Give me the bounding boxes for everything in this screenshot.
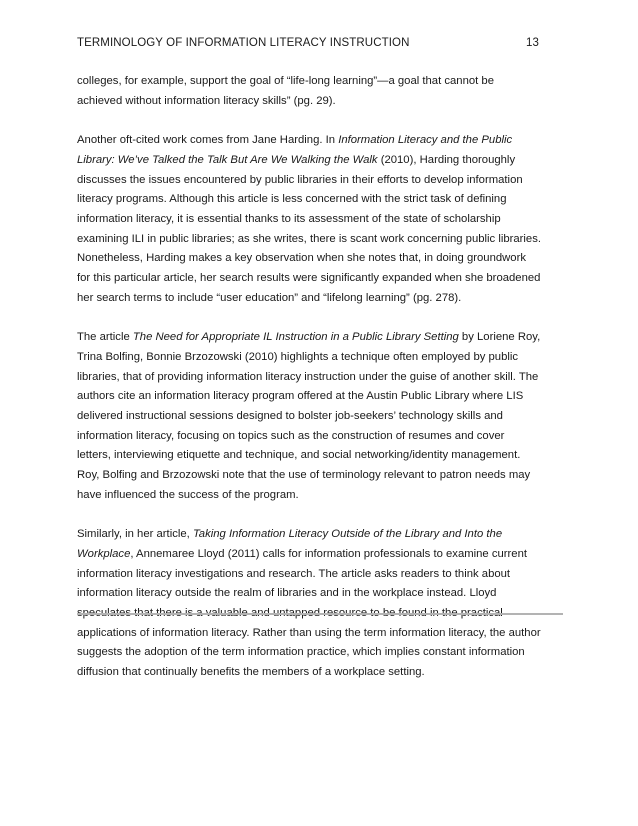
paragraph-text: , Annemaree Lloyd (2011) calls for information professionals to examine current information literacy investigations and research. The article asks readers to think about information literacy outside the realm of libraries and in the workplace instead. Lloyd speculates that there is a valuable and untapped resource to be found in the practical applications of information literacy. Rather than using the term information literacy, the author suggests the adoption of the term information practice, which implies constant information diffusion that continually benefits the members of a workplace setting. (77, 547, 541, 679)
running-head (77, 37, 539, 49)
paragraph-text: Another oft-cited work comes from Jane Harding. In (77, 134, 339, 147)
body-text (77, 72, 541, 683)
paragraph-roy (77, 328, 541, 505)
paragraph-text: colleges, for example, support the goal of “life-long learning”—a goal that cannot be achieved without information literacy skills” (pg. 29). (77, 75, 494, 107)
cited-title: Information Literacy and the Public Library: We’ve Talked the Talk But Are We Walking the Walk (77, 134, 513, 166)
paragraph-lloyd (77, 525, 541, 683)
cited-title: Taking Information Literacy Outside of the Library and Into the Workplace (77, 528, 503, 560)
paragraph-text: (2010), Harding thoroughly discusses the issues encountered by public libraries in their efforts to develop information literacy programs. Although this article is less concerned with the strict task of defining information literacy, it is essential thanks to its assessment of the state of scholarship examining ILI in public libraries; as she writes, there is scant work concerning public libraries. Nonetheless, Harding makes a key observation when she notes that, in doing groundwork for this particular article, her search results were significantly expanded when she broadened her search terms to include “user education” and “lifelong learning” (pg. 278). (77, 153, 542, 304)
page-number: 13 (526, 37, 539, 49)
paragraph-text: Similarly, in her article, (77, 528, 193, 541)
paragraph-text: by Loriene Roy, Trina Bolfing, Bonnie Brzozowski (2010) highlights a technique often employed by public libraries, that of providing information literacy instruction under the guise of another skill. The authors cite an information literacy program offered at the Austin Public Library where LIS delivered instructional sessions designed to bolster job-seekers’ technology skills and information literacy, focusing on topics such as the construction of resumes and cover letters, interviewing etiquette and technique, and social networking/identity management. Roy, Bolfing and Brzozowski note that the use of terminology relevant to patron needs may have influenced the success of the program. (77, 331, 541, 501)
paragraph-continuation (77, 72, 541, 111)
cited-title: The Need for Appropriate IL Instruction in a Public Library Setting (132, 331, 459, 344)
paragraph-text: The article (77, 331, 133, 344)
paragraph-harding (77, 131, 541, 308)
running-title: TERMINOLOGY OF INFORMATION LITERACY INSTRUCTION (77, 37, 410, 49)
horizontal-rule (77, 613, 563, 615)
